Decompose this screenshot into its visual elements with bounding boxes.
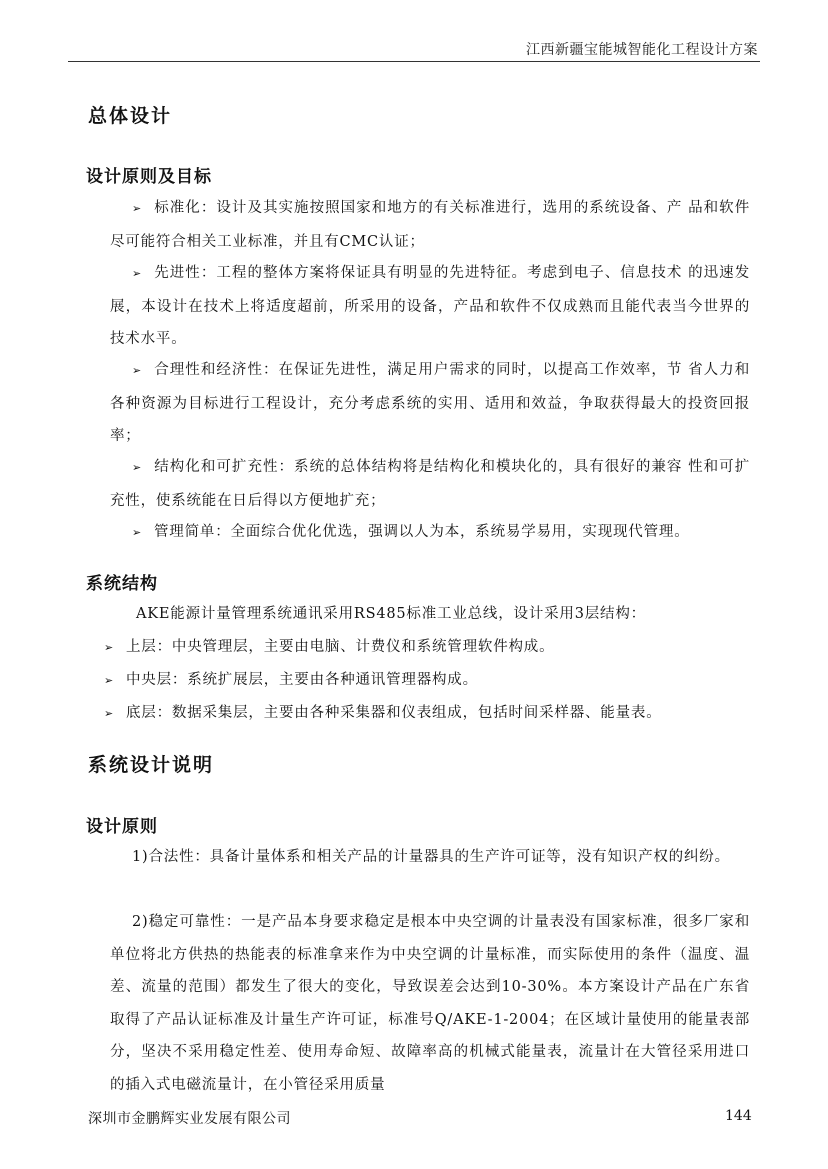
subsection-title-system-structure: 系统结构 bbox=[86, 574, 158, 594]
footer-company: 深圳市金鹏辉实业发展有限公司 bbox=[88, 1111, 291, 1127]
arrow-bullet-icon: ➢ bbox=[132, 526, 143, 539]
arrow-bullet-icon: ➢ bbox=[104, 707, 115, 720]
subsection-title-principles-goals: 设计原则及目标 bbox=[86, 167, 212, 187]
arrow-bullet-icon: ➢ bbox=[104, 674, 115, 687]
list-item: ➢ 中央层：系统扩展层，主要由各种通讯管理器构成。 bbox=[104, 664, 478, 698]
list-item: ➢ 合理性和经济性：在保证先进性，满足用户需求的同时，以提高工作效率，节 省人力和各种资源为目标进行工程设计，充分考虑系统的实用、适用和效益，争取获得最大的投资回报率； bbox=[110, 354, 750, 453]
list-item: ➢ 底层：数据采集层，主要由各种采集器和仪表组成，包括时间采样器、能量表。 bbox=[104, 697, 662, 731]
header-rule bbox=[68, 61, 760, 62]
list-item: ➢ 先进性：工程的整体方案将保证具有明显的先进特征。考虑到电子、信息技术 的迅速发展，本设计在技术上将适度超前，所采用的设备，产品和软件不仅成熟而且能代表当今世界的技术水平。 bbox=[110, 257, 750, 356]
structure-intro: AKE能源计量管理系统通讯采用RS485标准工业总线，设计采用3层结构： bbox=[136, 606, 646, 622]
page-number: 144 bbox=[725, 1108, 752, 1124]
paragraph-stability: 2)稳定可靠性：一是产品本身要求稳定是根本中央空调的计量表没有国家标准，很多厂家和单位将北方供热的热能表的标准拿来作为中央空调的计量标准，而实际使用的条件（温度、温差、流量的范围）都发生了很大的变化，导致误差会达到10-30%。本方案设计产品在广东省取得了产品认证标准及计量生产许可证，标准号Q/AKE-1-2004；在区域计量使用的能量表部分，坚决不采用稳定性差、使用寿命短、故障率高的机械式能量表，流量计在大管径采用进口的插入式电磁流量计，在小管径采用质量 bbox=[110, 914, 750, 1093]
list-item: ➢ 上层：中央管理层，主要由电脑、计费仪和系统管理软件构成。 bbox=[104, 631, 554, 665]
section-title-overall-design: 总体设计 bbox=[88, 105, 173, 127]
list-item: ➢ 管理简单：全面综合优化优选，强调以人为本，系统易学易用，实现现代管理。 bbox=[110, 516, 750, 550]
header-title: 江西新疆宝能城智能化工程设计方案 bbox=[526, 42, 758, 58]
arrow-bullet-icon: ➢ bbox=[104, 641, 115, 654]
arrow-bullet-icon: ➢ bbox=[132, 364, 143, 377]
arrow-bullet-icon: ➢ bbox=[132, 267, 143, 280]
list-item: ➢ 标准化：设计及其实施按照国家和地方的有关标准进行，选用的系统设备、产 品和软件尽可能符合相关工业标准，并且有CMC认证； bbox=[110, 192, 750, 258]
list-item: ➢ 结构化和可扩充性：系统的总体结构将是结构化和模块化的，具有很好的兼容 性和可扩充性，使系统能在日后得以方便地扩充； bbox=[110, 451, 750, 517]
arrow-bullet-icon: ➢ bbox=[132, 461, 143, 474]
section-title-system-design: 系统设计说明 bbox=[88, 754, 215, 776]
paragraph-legality: 1)合法性：具备计量体系和相关产品的计量器具的生产许可证等，没有知识产权的纠纷。 bbox=[132, 849, 730, 865]
arrow-bullet-icon: ➢ bbox=[132, 202, 143, 215]
subsection-title-design-principles: 设计原则 bbox=[86, 817, 158, 837]
